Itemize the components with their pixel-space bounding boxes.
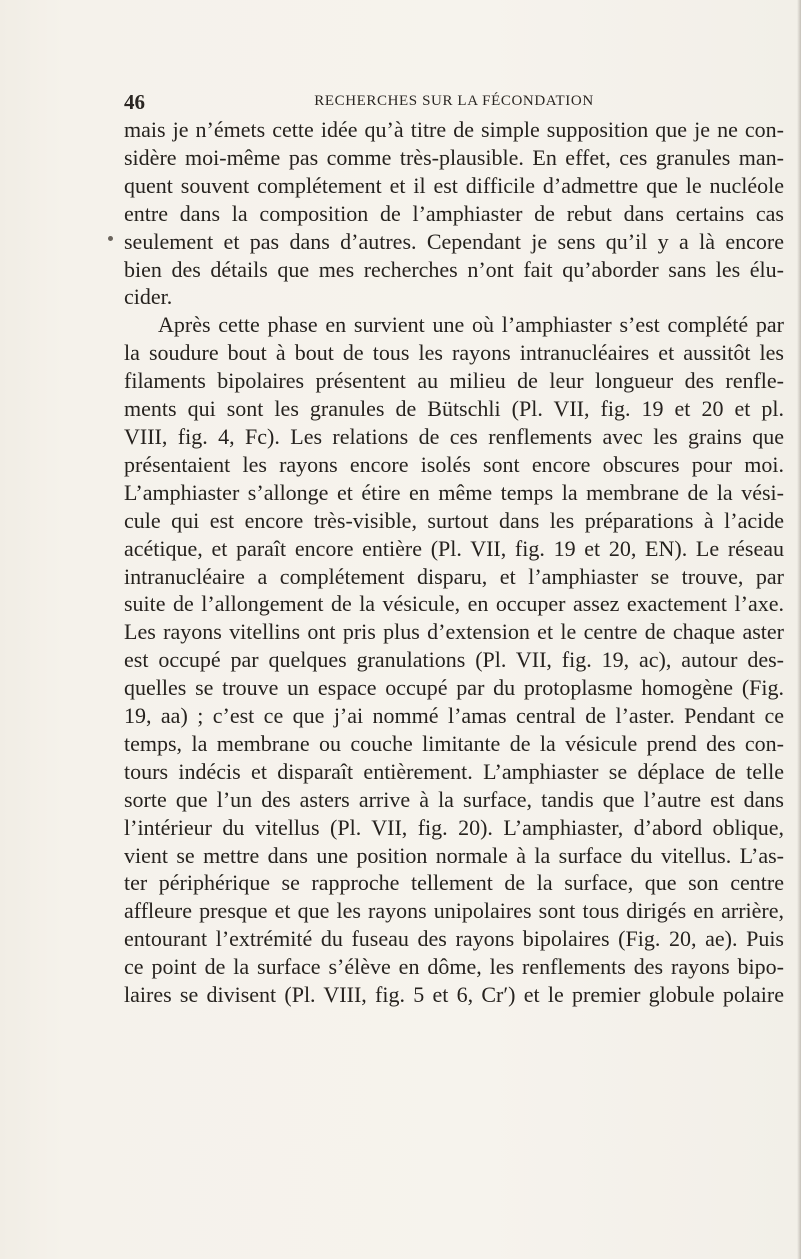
text-line: cider. bbox=[124, 284, 173, 310]
text-line: tours indécis et disparaît entièrement. L’amphiaster se déplace de telle bbox=[124, 758, 784, 784]
text-line: ter périphérique se rapproche tellement de la surface, que son centre bbox=[124, 870, 784, 896]
text-line: sidère moi-même pas comme très-plausible. En effet, ces granules man- bbox=[124, 144, 784, 170]
text-line: 19, aa) ; c’est ce que j’ai nommé l’amas central de l’aster. Pendant ce bbox=[124, 703, 784, 729]
text-line: acétique, et paraît encore entière (Pl. VII, fig. 19 et 20, EN). Le réseau bbox=[124, 535, 784, 561]
page-number: 46 bbox=[124, 90, 145, 114]
text-line: sorte que l’un des asters arrive à la surface, tandis que l’autre est dans bbox=[124, 786, 784, 812]
text-line: est occupé par quelques granulations (Pl. VII, fig. 19, ac), autour des- bbox=[124, 647, 784, 673]
text-line: filaments bipolaires présentent au milieu de leur longueur des renfle- bbox=[124, 368, 784, 394]
text-line: quelles se trouve un espace occupé par du protoplasme homogène (Fig. bbox=[124, 675, 784, 701]
text-line: VIII, fig. 4, Fc). Les relations de ces renflements avec les grains que bbox=[124, 423, 784, 449]
body-text bbox=[124, 116, 784, 1009]
text-line: bien des détails que mes recherches n’ont fait qu’aborder sans les élu- bbox=[124, 256, 784, 282]
text-line: suite de l’allongement de la vésicule, en occuper assez exactement l’axe. bbox=[124, 591, 784, 617]
text-line: Les rayons vitellins ont pris plus d’extension et le centre de chaque aster bbox=[124, 619, 784, 645]
text-line: ments qui sont les granules de Bütschli (Pl. VII, fig. 19 et 20 et pl. bbox=[124, 396, 784, 422]
text-line: intranucléaire a complétement disparu, et l’amphiaster se trouve, par bbox=[124, 563, 784, 589]
text-line: seulement et pas dans d’autres. Cependant je sens qu’il y a là encore bbox=[124, 228, 784, 254]
text-line: l’intérieur du vitellus (Pl. VII, fig. 20). L’amphiaster, d’abord oblique, bbox=[124, 814, 784, 840]
text-line: Après cette phase en survient une où l’amphiaster s’est complété par bbox=[158, 312, 784, 338]
text-line: cule qui est encore très-visible, surtout dans les préparations à l’acide bbox=[124, 507, 784, 533]
text-line: ce point de la surface s’élève en dôme, les renflements des rayons bipo- bbox=[124, 954, 784, 980]
text-line: L’amphiaster s’allonge et étire en même temps la membrane de la vési- bbox=[124, 479, 784, 505]
text-line: entourant l’extrémité du fuseau des rayons bipolaires (Fig. 20, ae). Puis bbox=[124, 926, 784, 952]
text-line: laires se divisent (Pl. VIII, fig. 5 et 6, Cr′) et le premier globule polaire bbox=[124, 982, 784, 1008]
page-header bbox=[124, 90, 784, 116]
text-line: la soudure bout à bout de tous les rayons intranucléaires et aussitôt les bbox=[124, 340, 784, 366]
text-line: affleure presque et que les rayons unipolaires sont tous dirigés en arrière, bbox=[124, 898, 784, 924]
paragraph-1 bbox=[124, 116, 784, 311]
paragraph-2 bbox=[124, 311, 784, 1009]
running-head: RECHERCHES SUR LA FÉCONDATION bbox=[314, 93, 594, 109]
text-line: entre dans la composition de l’amphiaster de rebut dans certains cas bbox=[124, 200, 784, 226]
page-edge-shadow bbox=[797, 0, 801, 1259]
text-line: quent souvent complétement et il est difficile d’admettre que le nucléole bbox=[124, 172, 784, 198]
paper-speck bbox=[108, 236, 113, 241]
text-line: vient se mettre dans une position normale à la surface du vitellus. L’as- bbox=[124, 842, 784, 868]
text-line: mais je n’émets cette idée qu’à titre de simple supposition que je ne con- bbox=[124, 117, 784, 142]
text-line: temps, la membrane ou couche limitante de la vésicule prend des con- bbox=[124, 730, 784, 756]
text-line: présentaient les rayons encore isolés sont encore obscures pour moi. bbox=[124, 451, 784, 477]
